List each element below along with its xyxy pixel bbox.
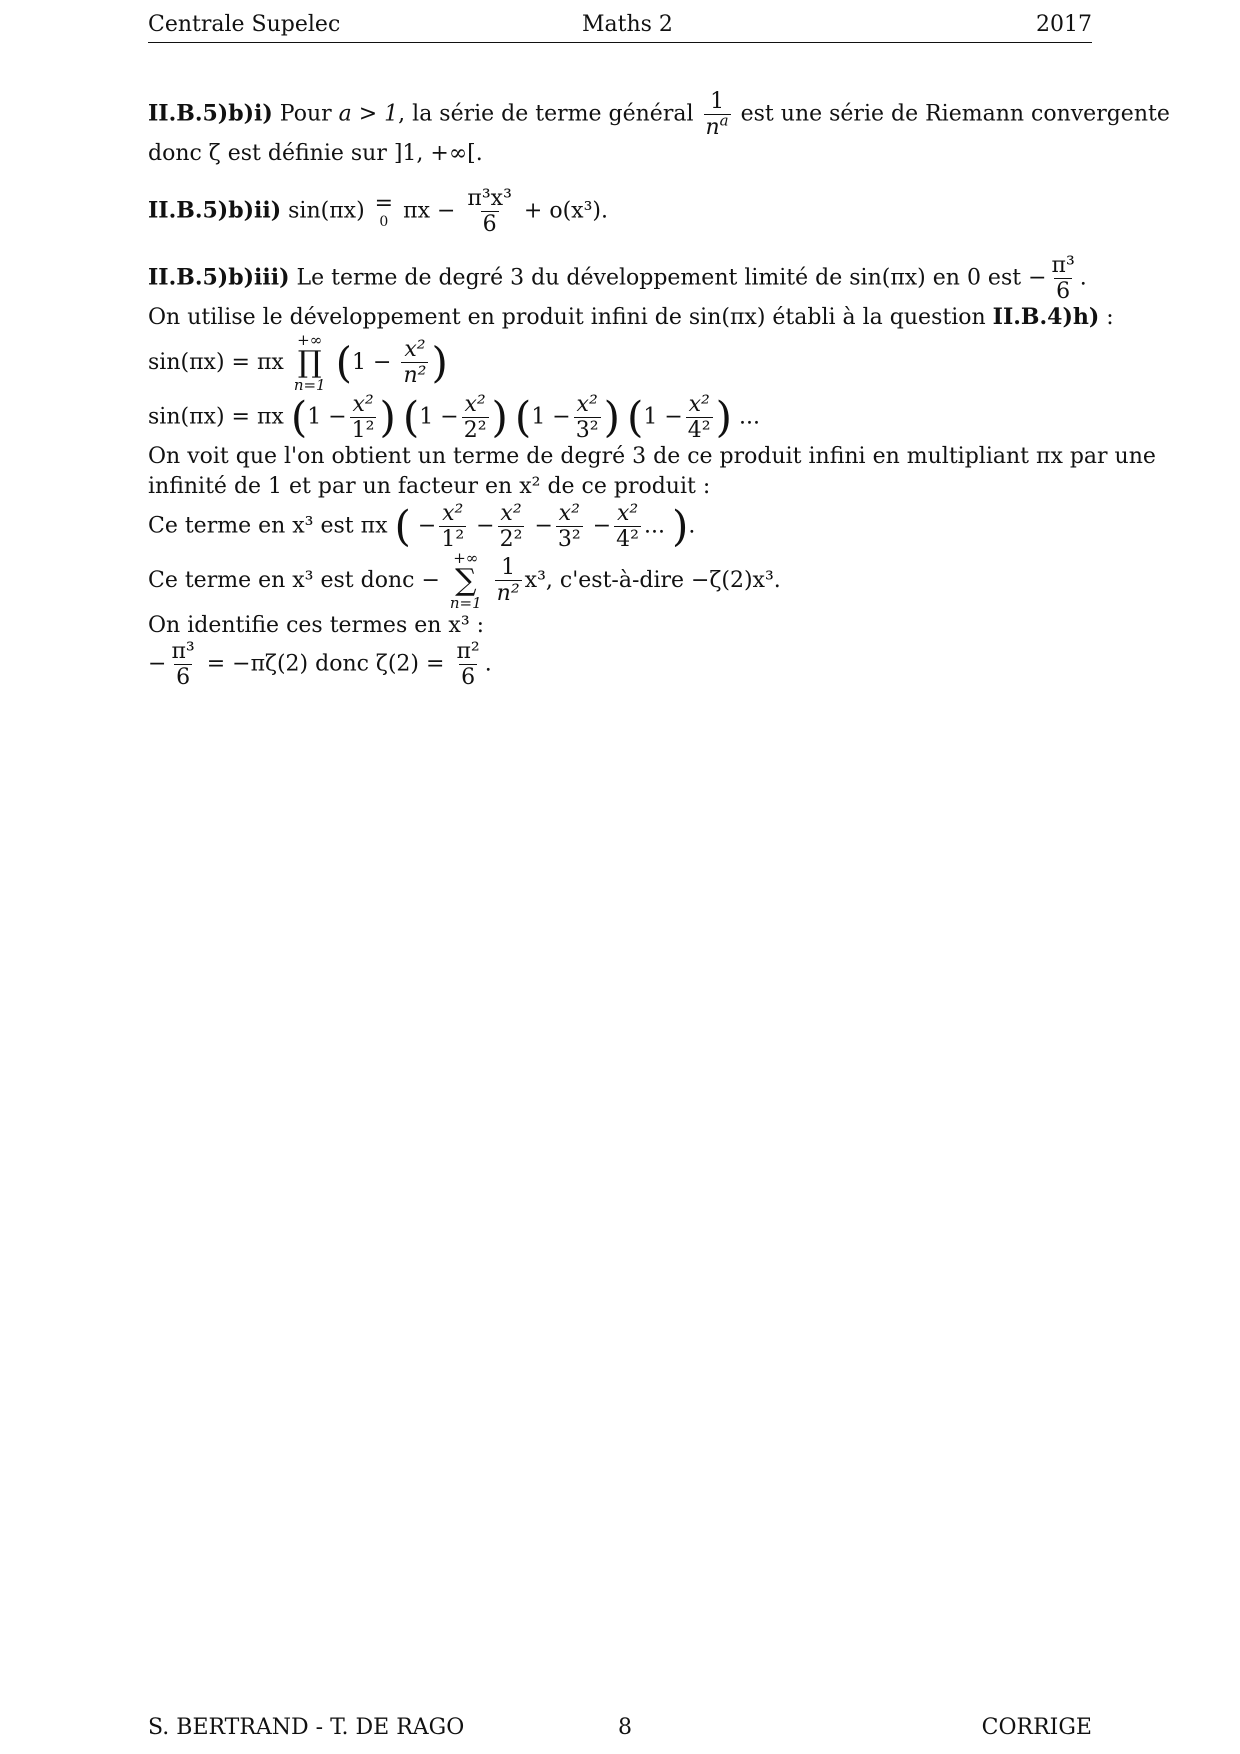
term-1-den: 1² (441, 526, 465, 552)
q3-frac-num: π³ (1051, 253, 1075, 279)
q3-final-equation (148, 640, 1092, 689)
prod-num: x² (404, 337, 426, 363)
q3-line2-text: On utilise le développement en produit infini de sin(πx) établi à la question (148, 305, 986, 331)
q3-line-1 (148, 254, 1092, 303)
final-frac-2 (454, 640, 481, 689)
document-body (148, 89, 1170, 691)
footer-label: CORRIGE (981, 1715, 1092, 1740)
final-num-1: π³ (171, 639, 195, 665)
q3-sum-formula (148, 548, 1092, 612)
exp-factor-4-num: x² (688, 391, 710, 417)
q3-line2-colon: : (1106, 305, 1114, 331)
final-mid: = −πζ(2) donc ζ(2) = (206, 651, 445, 677)
exp-factor-4-frac (686, 393, 713, 442)
sum-operator (449, 548, 482, 612)
sum-lhs: Ce terme en x³ est donc − (148, 567, 440, 593)
page-footer (148, 1715, 1092, 1745)
final-end: . (484, 651, 492, 677)
q2-ref: II.B.5)b)ii) (148, 197, 282, 224)
q2-at: 0 (379, 214, 389, 231)
exp-factor-4-one: 1 − (643, 404, 683, 430)
term-lhs: Ce terme en x³ est πx (148, 513, 388, 539)
q3-product-formula: sin(πx) = πx +∞ ∏ n=1 (1 − $\frac{\text{x²}}{\text{n²}}$ ) (148, 330, 448, 394)
q1-frac-num: 1 (710, 89, 725, 114)
exp-factor-1-one: 1 − (307, 404, 347, 430)
sum-fraction (495, 556, 522, 605)
prod-one: 1 − (352, 349, 392, 375)
q2-equals-at-zero (375, 193, 393, 229)
q1-text-1: Pour (279, 101, 332, 127)
q3-line-4: infinité de 1 et par un facteur en x² de ce produit : (148, 473, 711, 499)
exp-factor-3-one: 1 − (531, 404, 571, 430)
q1-line-2: donc ζ est définie sur ]1, +∞[. (148, 141, 483, 167)
term-2-frac (498, 502, 525, 551)
final-num-2: π² (456, 639, 480, 665)
q2-text-2: + o(x³). (523, 198, 608, 224)
term-tail: ... (643, 513, 665, 539)
term-3-frac (556, 502, 583, 551)
exp-factor-3-den: 3² (575, 418, 599, 444)
q2-frac-den: 6 (482, 211, 497, 237)
term-3-sign: − (534, 513, 553, 539)
prod-upper: +∞ (297, 330, 323, 349)
term-4-frac (614, 502, 641, 551)
q1-frac-den (704, 111, 731, 141)
q1-cond: a > 1 (338, 101, 399, 127)
q3-line2-ref: II.B.4)h) (992, 304, 1100, 331)
exp-tail: ... (739, 404, 760, 430)
q2-fraction (465, 187, 514, 236)
sum-lower: n=1 (449, 593, 482, 612)
q3-ref: II.B.5)b)iii) (148, 264, 290, 291)
exp-factor-1-frac (350, 393, 377, 442)
term-2-sign: − (476, 513, 495, 539)
term-3-den: 3² (557, 526, 581, 552)
q3-exp-lhs: sin(πx) = πx (148, 404, 284, 430)
q3-fraction (1050, 254, 1077, 303)
q1-ref: II.B.5)b)i) (148, 100, 273, 127)
term-1-frac (439, 502, 466, 551)
exp-factor-3-num: x² (576, 391, 598, 417)
q2-eq: = (374, 191, 394, 217)
prod-lower: n=1 (293, 375, 326, 394)
q3-term-x3: Ce terme en x³ est πx ( − $\frac{\text{x²}}{\text{1²}}$ − $\frac{\text{x²}}{\text{2²}}$ − $\frac{\text{x²}}{\text{3²}}$ − $\frac{\text{x²}}{\text{4²}}$ ... ). (148, 500, 696, 552)
exp-factor-1-den: 1² (351, 418, 375, 444)
prod-fraction (401, 338, 428, 387)
q1-line-1 (148, 89, 1170, 141)
term-1-sign: − (417, 513, 437, 539)
exp-factor-4-den: 4² (687, 418, 711, 444)
page-header (148, 12, 1092, 43)
q1-fraction (704, 90, 731, 139)
header-right: 2017 (1036, 12, 1092, 37)
exp-factor-2-frac (462, 393, 489, 442)
final-den-2: 6 (461, 665, 476, 691)
exp-factor-1-num: x² (352, 391, 374, 417)
q3-frac-den: 6 (1056, 279, 1071, 305)
term-4-den: 4² (616, 526, 639, 552)
exp-factor-2-den: 2² (463, 418, 487, 444)
prod-den: n² (403, 363, 427, 389)
term-4-num: x² (616, 500, 639, 526)
sum-rhs: x³, c'est-à-dire −ζ(2)x³. (524, 567, 781, 593)
q3-text-1: Le terme de degré 3 du développement limité de sin(πx) en 0 est − (296, 265, 1047, 291)
final-sign: − (148, 651, 167, 677)
q3-line-5: On identifie ces termes en x³ : (148, 612, 485, 638)
footer-authors: S. BERTRAND - T. DE RAGO (148, 1715, 465, 1740)
term-1-num: x² (442, 500, 464, 526)
exp-factor-2-num: x² (464, 391, 486, 417)
q3-expanded-product: sin(πx) = πx (1 − $\frac{\text{x²}}{\text{1²}}$ ) (1 − $\frac{\text{x²}}{\text{2²}}$ ) (1 − $\frac{\text{x²}}{\text{3²}}$ ) (1 − $\frac{\text{x²}}{\text{4²}}$ ) ... (148, 391, 760, 444)
term-end: . (688, 513, 696, 539)
q2-line (148, 187, 1092, 236)
q3-prod-lhs: sin(πx) = πx (148, 349, 284, 375)
q3-line-2 (148, 303, 1114, 333)
q1-den-exp: a (719, 111, 729, 130)
sum-symbol: ∑ (455, 562, 477, 598)
sum-num: 1 (501, 555, 516, 581)
q3-line-3: On voit que l'on obtient un terme de degré 3 de ce produit infini en multipliant πx par une (148, 444, 1156, 470)
term-4-sign: − (592, 513, 612, 539)
sum-upper: +∞ (453, 548, 479, 567)
product-operator (293, 330, 326, 394)
term-2-num: x² (500, 500, 522, 526)
final-den-1: 6 (176, 665, 191, 691)
header-left: Centrale Supelec (148, 12, 341, 37)
q1-text-3: est une série de Riemann convergente (740, 101, 1170, 127)
exp-factor-3-frac (574, 393, 601, 442)
page-number: 8 (618, 1715, 632, 1740)
term-2-den: 2² (499, 526, 523, 552)
header-center: Maths 2 (582, 12, 673, 37)
exp-factor-2-one: 1 − (419, 404, 459, 430)
q2-frac-num: π³x³ (467, 185, 512, 211)
q2-lhs: sin(πx) (288, 198, 365, 224)
q1-den-base: n (705, 115, 720, 141)
q1-text-2: , la série de terme général (398, 101, 694, 127)
final-frac-1 (169, 640, 196, 689)
sum-den: n² (496, 581, 520, 607)
q3-text-1-end: . (1079, 265, 1087, 291)
term-3-num: x² (558, 500, 580, 526)
q2-text-1: πx − (403, 198, 456, 224)
prod-symbol: ∏ (297, 344, 322, 380)
